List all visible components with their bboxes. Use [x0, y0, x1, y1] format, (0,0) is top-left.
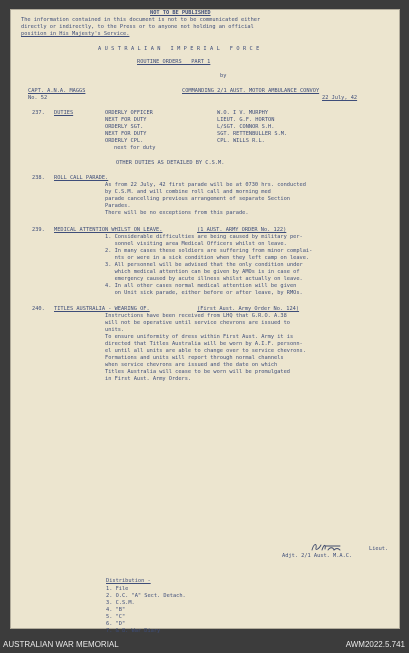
duty-role: ORDERLY CPL. — [105, 138, 144, 144]
duty-role: ORDERLY SGT. — [105, 124, 144, 130]
orders-title: ROUTINE ORDERS PART 1 — [137, 59, 211, 65]
order-number: No. 52 — [28, 95, 48, 101]
order-239-reference: (1 AUST. ARMY ORDER No. 122) — [197, 227, 287, 233]
order-237-number: 237. — [32, 110, 45, 116]
order-239-line: nts or were in a sick condition when they left camp on leave. — [105, 255, 310, 261]
order-240-heading: TITLES AUSTRALIA - WEARING OF. — [54, 306, 150, 312]
signatory-position: Adjt. 2/1 Aust. M.A.C. — [282, 553, 353, 559]
distribution-item: 5. "C" — [106, 614, 126, 620]
order-240-line: el until all units are able to change over to service chevrons. — [105, 348, 306, 354]
order-240-line: Formations and units will report through normal channels — [105, 355, 284, 361]
duties-footer: OTHER DUTIES AS DETAILED BY C.S.M. — [116, 160, 225, 166]
order-239-line: which medical attention can be given by AMOs is in case of — [105, 269, 300, 275]
order-239-number: 239. — [32, 227, 45, 233]
order-239-line: 1. Considerable difficulties are being caused by military per- — [105, 234, 303, 240]
order-239-line: 4. In all other cases normal medical attention will be given — [105, 283, 297, 289]
order-238-line: Parades. — [105, 203, 131, 209]
order-238-number: 238. — [32, 175, 45, 181]
order-240-line: in First Aust. Army Orders. — [105, 376, 192, 382]
distribution-item: 7. & 8. War Diary — [106, 628, 161, 634]
document-page — [10, 9, 400, 634]
order-240-line: units. — [105, 327, 125, 333]
duty-role: next for duty — [114, 145, 156, 151]
order-240-number: 240. — [32, 306, 45, 312]
archive-id: AWM2022.5.741 — [345, 640, 405, 649]
order-240-line: will not be operative until service chevrons are issued to — [105, 320, 290, 326]
order-239-line: emergency caused by acute illness whilst actually on leave. — [105, 276, 303, 282]
duty-role: NEXT FOR DUTY — [105, 131, 147, 137]
signatory-title: Lieut. — [369, 546, 389, 552]
issuer-name: CAPT. A.N.A. MAGGS — [28, 88, 86, 94]
order-240-line: Instructions have been received from LHQ that G.R.O. A.38 — [105, 313, 287, 319]
force-title: AUSTRALIAN IMPERIAL FORCE — [98, 46, 263, 52]
duty-name: W.O. I V. MURPHY — [217, 110, 269, 116]
order-239-line: sonnel visiting area Medical Officers whilst on leave. — [105, 241, 287, 247]
duty-name: CPL. WILLS R.L. — [217, 138, 265, 144]
distribution-item: 2. O.C. "A" Sect. Detach. — [106, 593, 186, 599]
notice-line-2: directly or indirectly, to the Press or to anyone not holding an official — [21, 24, 254, 30]
order-239-heading: MEDICAL ATTENTION WHILST ON LEAVE. — [54, 227, 163, 233]
order-238-line: by C.S.M. and will combine roll call and morning med — [105, 189, 271, 195]
handwritten-signature — [310, 542, 342, 552]
by-line: by — [220, 73, 227, 79]
order-239-line: 2. In many cases these soldiers are suffering from minor complai- — [105, 248, 313, 254]
archive-caption: AUSTRALIAN WAR MEMORIAL — [3, 640, 119, 649]
order-238-line: As from 22 July, 42 first parade will be at 0730 hrs. conducted — [105, 182, 306, 188]
order-238-line: parade cancelling previous arrangement of separate Section — [105, 196, 290, 202]
distribution-item: 4. "B" — [106, 607, 126, 613]
order-240-line: Titles Australia will cease to be worn will be promulgated — [105, 369, 290, 375]
order-239-line: 3. All personnel will be advised that the only condition under — [105, 262, 303, 268]
order-238-line: There will be no exceptions from this parade. — [105, 210, 249, 216]
distribution-item: 6. "D" — [106, 621, 126, 627]
distribution-item: 1. File — [106, 586, 129, 592]
order-240-line: To ensure uniformity of dress within First Aust. Army it is — [105, 334, 294, 340]
order-240-line: directed that Titles Australia will be worn by A.I.F. personn- — [105, 341, 303, 347]
order-240-line: when service chevrons are issued and the date on which — [105, 362, 278, 368]
duty-name: L/SGT. CONNOR S.H. — [217, 124, 275, 130]
order-date: 22 July, 42 — [322, 95, 358, 101]
duty-name: LIEUT. G.F. HORTON — [217, 117, 275, 123]
order-238-heading: ROLL CALL PARADE. — [54, 175, 109, 181]
notice-line-3: position in His Majesty's Service. — [21, 31, 130, 37]
duty-role: ORDERLY OFFICER — [105, 110, 153, 116]
duty-name: SGT. RETTENBULLER S.M. — [217, 131, 288, 137]
issuer-unit: COMMANDING 2/1 AUST. MOTOR AMBULANCE CONVOY — [182, 88, 320, 94]
order-239-line: on Unit sick parade, either before or after leave, by RMOs. — [105, 290, 303, 296]
distribution-item: 3. C.S.M. — [106, 600, 135, 606]
notice-line-1: The information contained in this document is not to be communicated either — [21, 17, 261, 23]
restriction-heading: NOT TO BE PUBLISHED — [150, 10, 211, 16]
order-240-reference: (First Aust. Army Order No. 124) — [197, 306, 300, 312]
duty-role: NEXT FOR DUTY — [105, 117, 147, 123]
order-237-heading: DUTIES — [54, 110, 74, 116]
distribution-heading: Distribution - — [106, 578, 151, 584]
